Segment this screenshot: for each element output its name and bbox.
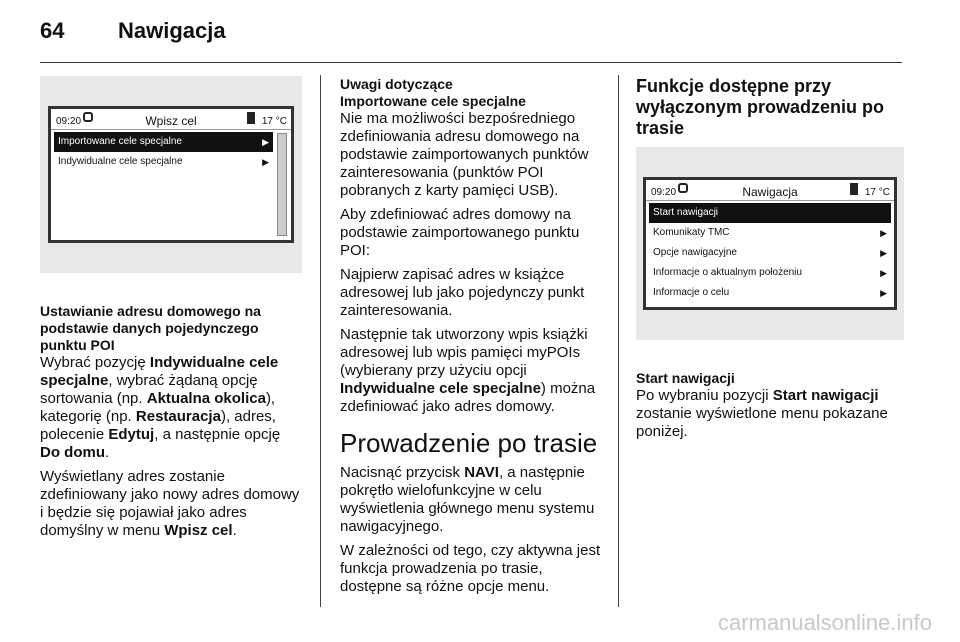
phone-icon xyxy=(247,112,255,124)
screen-status-bar xyxy=(646,180,894,201)
screen-menu-item-label: Komunikaty TMC xyxy=(653,227,730,238)
screen-menu-item[interactable] xyxy=(649,283,891,303)
chevron-right-icon: ▶ xyxy=(880,288,887,298)
display-screen-nawigacja xyxy=(643,177,897,310)
display-screen-wpisz-cel xyxy=(48,106,294,243)
paragraph: Aby zdefiniować adres domowy na podstawie zaimportowanego punktu POI: xyxy=(340,206,580,259)
screen-menu-item-label: Importowane cele specjalne xyxy=(58,136,182,147)
column-1 xyxy=(40,76,302,546)
column-divider xyxy=(320,75,321,607)
column-3 xyxy=(636,76,904,447)
paragraph: Następnie tak utworzony wpis książki adresowej lub wpis pamięci myPOIs (wybierany przy użyciu opcji Indywidualne cele specjalne) można zdefiniować jako adres domowy. xyxy=(340,326,596,415)
screen-menu-list xyxy=(646,201,894,307)
header-rule xyxy=(40,62,902,63)
screen-menu-item[interactable] xyxy=(649,203,891,223)
screen-menu-item[interactable] xyxy=(649,223,891,243)
screen-temperature: 17 °C xyxy=(864,187,890,198)
screen-menu-item-label: Start nawigacji xyxy=(653,207,719,218)
chapter-title: Nawigacja xyxy=(118,18,226,43)
screen-menu-item-label: Opcje nawigacyjne xyxy=(653,247,737,258)
paragraph: Nacisnąć przycisk NAVI, a następnie pokrętło wielofunkcyjne w celu wyświetlenia głównego menu systemu nawigacyjnego. xyxy=(340,464,595,535)
paragraph: Najpierw zapisać adres w książce adresowej lub jako pojedynczy punkt zainteresowania. xyxy=(340,266,585,319)
watermark: carmanualsonline.info xyxy=(717,610,932,635)
screen-time: 09:20 xyxy=(56,116,82,127)
screen-menu-item-label: Informacje o aktualnym położeniu xyxy=(653,267,802,278)
paragraph: Wyświetlany adres zostanie zdefiniowany jako nowy adres domowy i będzie się pojawiał jako adres domyślny w menu Wpisz cel. xyxy=(40,468,300,539)
screen-figure-1 xyxy=(40,76,302,273)
screen-status-bar xyxy=(51,109,291,130)
screen-menu-item[interactable] xyxy=(649,263,891,283)
screen-menu-list xyxy=(51,130,291,240)
section-heading: Funkcje dostępne przy wyłączonym prowadzeniu po trasie xyxy=(636,76,885,138)
screen-menu-item[interactable] xyxy=(649,243,891,263)
screen-title: Wpisz cel xyxy=(145,114,197,128)
screen-menu-item-label: Indywidualne cele specjalne xyxy=(58,156,183,167)
screen-scrollbar xyxy=(277,133,287,236)
chevron-right-icon: ▶ xyxy=(880,248,887,258)
section-title: Prowadzenie po trasie xyxy=(340,428,598,458)
page-number: 64 xyxy=(40,18,65,43)
screen-temperature: 17 °C xyxy=(261,116,287,127)
chevron-right-icon: ▶ xyxy=(262,157,269,167)
note-subtitle: Importowane cele specjalne xyxy=(340,93,526,109)
subheading: Start nawigacji xyxy=(636,370,735,386)
column-divider xyxy=(618,75,619,607)
section-heading: Ustawianie adresu domowego na podstawie danych pojedynczego punktu POI xyxy=(40,303,261,353)
chevron-right-icon: ▶ xyxy=(262,137,269,147)
paragraph: Wybrać pozycję Indywidualne cele specjalne, wybrać żądaną opcję sortowania (np. Aktualna okolica), kategorię (np. Restauracja), adres, polecenie Edytuj, a następnie opcję Do domu. xyxy=(40,354,281,461)
screen-figure-2 xyxy=(636,147,904,340)
screen-time: 09:20 xyxy=(651,187,677,198)
note-title: Uwagi dotyczące xyxy=(340,76,453,92)
screen-menu-item[interactable] xyxy=(54,152,273,172)
paragraph: Nie ma możliwości bezpośredniego zdefiniowania adresu domowego na podstawie zaimportowanych punktów zainteresowania (punktów POI pobranych z karty pamięci USB). xyxy=(340,110,589,199)
screen-title: Nawigacja xyxy=(742,185,798,199)
paragraph: Po wybraniu pozycji Start nawigacji zostanie wyświetlone menu pokazane poniżej. xyxy=(636,387,888,440)
paragraph: W zależności od tego, czy aktywna jest funkcja prowadzenia po trasie, dostępne są różne opcje menu. xyxy=(340,542,601,595)
screen-menu-item-label: Informacje o celu xyxy=(653,287,730,298)
column-2 xyxy=(340,76,608,602)
chevron-right-icon: ▶ xyxy=(880,228,887,238)
screen-menu-item[interactable] xyxy=(54,132,273,152)
phone-icon xyxy=(850,183,858,195)
chevron-right-icon: ▶ xyxy=(880,268,887,278)
